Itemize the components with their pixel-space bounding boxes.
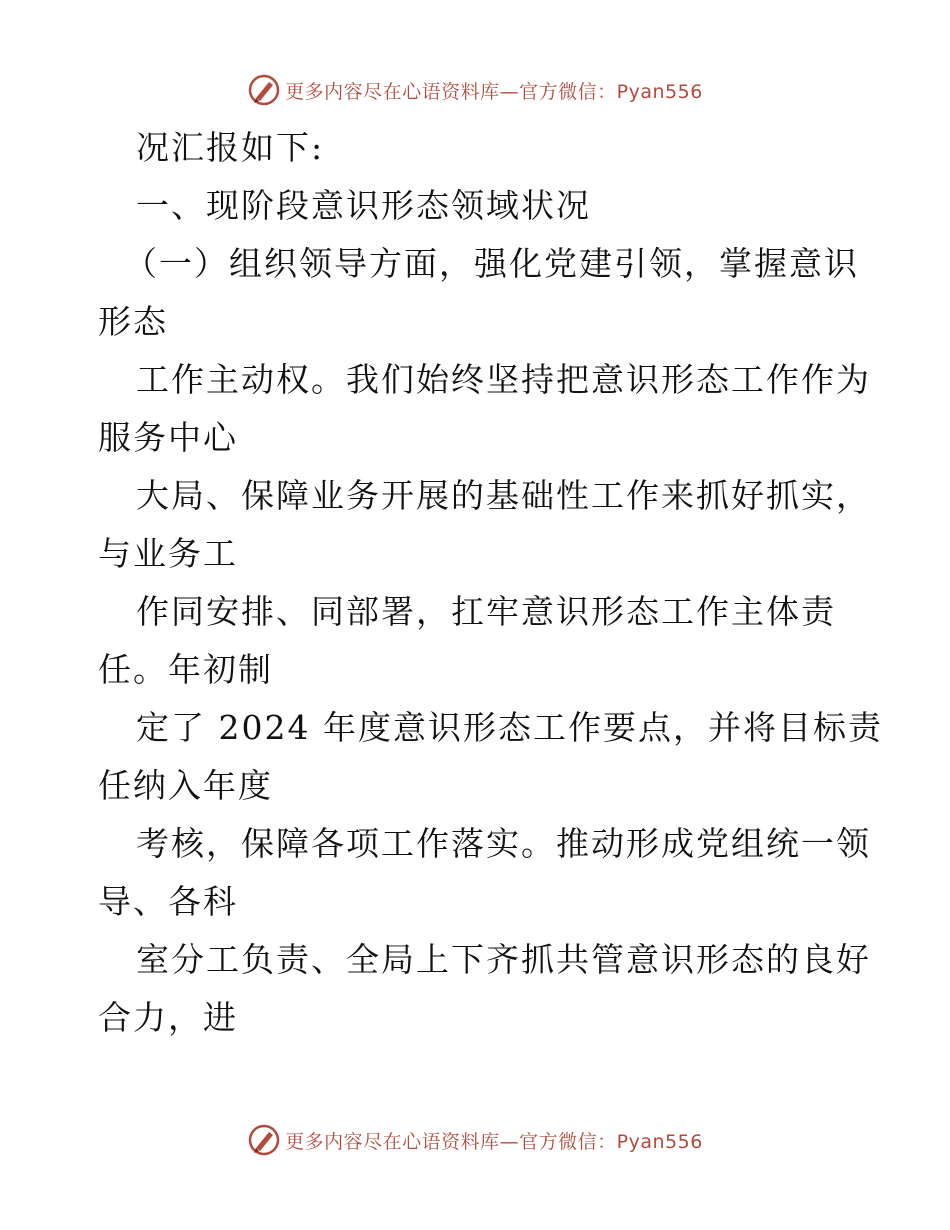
text-line: 大局、保障业务开展的基础性工作来抓好抓实， <box>136 476 871 515</box>
pen-logo-icon <box>247 1123 281 1157</box>
text-line: 工作主动权。我们始终坚持把意识形态工作作为 <box>136 360 871 399</box>
text-line: （一）组织领导方面，强化党建引领，掌握意识 <box>124 244 859 283</box>
pen-logo-icon <box>247 73 281 107</box>
text-line: 服务中心 <box>98 418 238 457</box>
text-line: 合力，进 <box>98 998 238 1037</box>
text-line: 作同安排、同部署，扛牢意识形态工作主体责 <box>136 592 836 631</box>
header-banner-text: 更多内容尽在心语资料库—官方微信：Pyan556 <box>285 80 703 103</box>
text-line: 导、各科 <box>98 882 238 921</box>
section-heading: 一、现阶段意识形态领域状况 <box>136 186 591 225</box>
text-line: 形态 <box>98 302 168 341</box>
header-banner <box>0 68 950 112</box>
footer-banner <box>0 1118 950 1162</box>
text-line: 况汇报如下: <box>136 128 325 167</box>
text-line: 室分工负责、全局上下齐抓共管意识形态的良好 <box>136 940 871 979</box>
text-line: 任。年初制 <box>98 650 273 689</box>
footer-banner-text: 更多内容尽在心语资料库—官方微信：Pyan556 <box>285 1130 703 1153</box>
text-line: 与业务工 <box>98 534 238 573</box>
text-line: 考核，保障各项工作落实。推动形成党组统一领 <box>136 824 871 863</box>
text-line: 定了 2024 年度意识形态工作要点，并将目标责 <box>136 708 883 747</box>
text-line: 任纳入年度 <box>98 766 273 805</box>
